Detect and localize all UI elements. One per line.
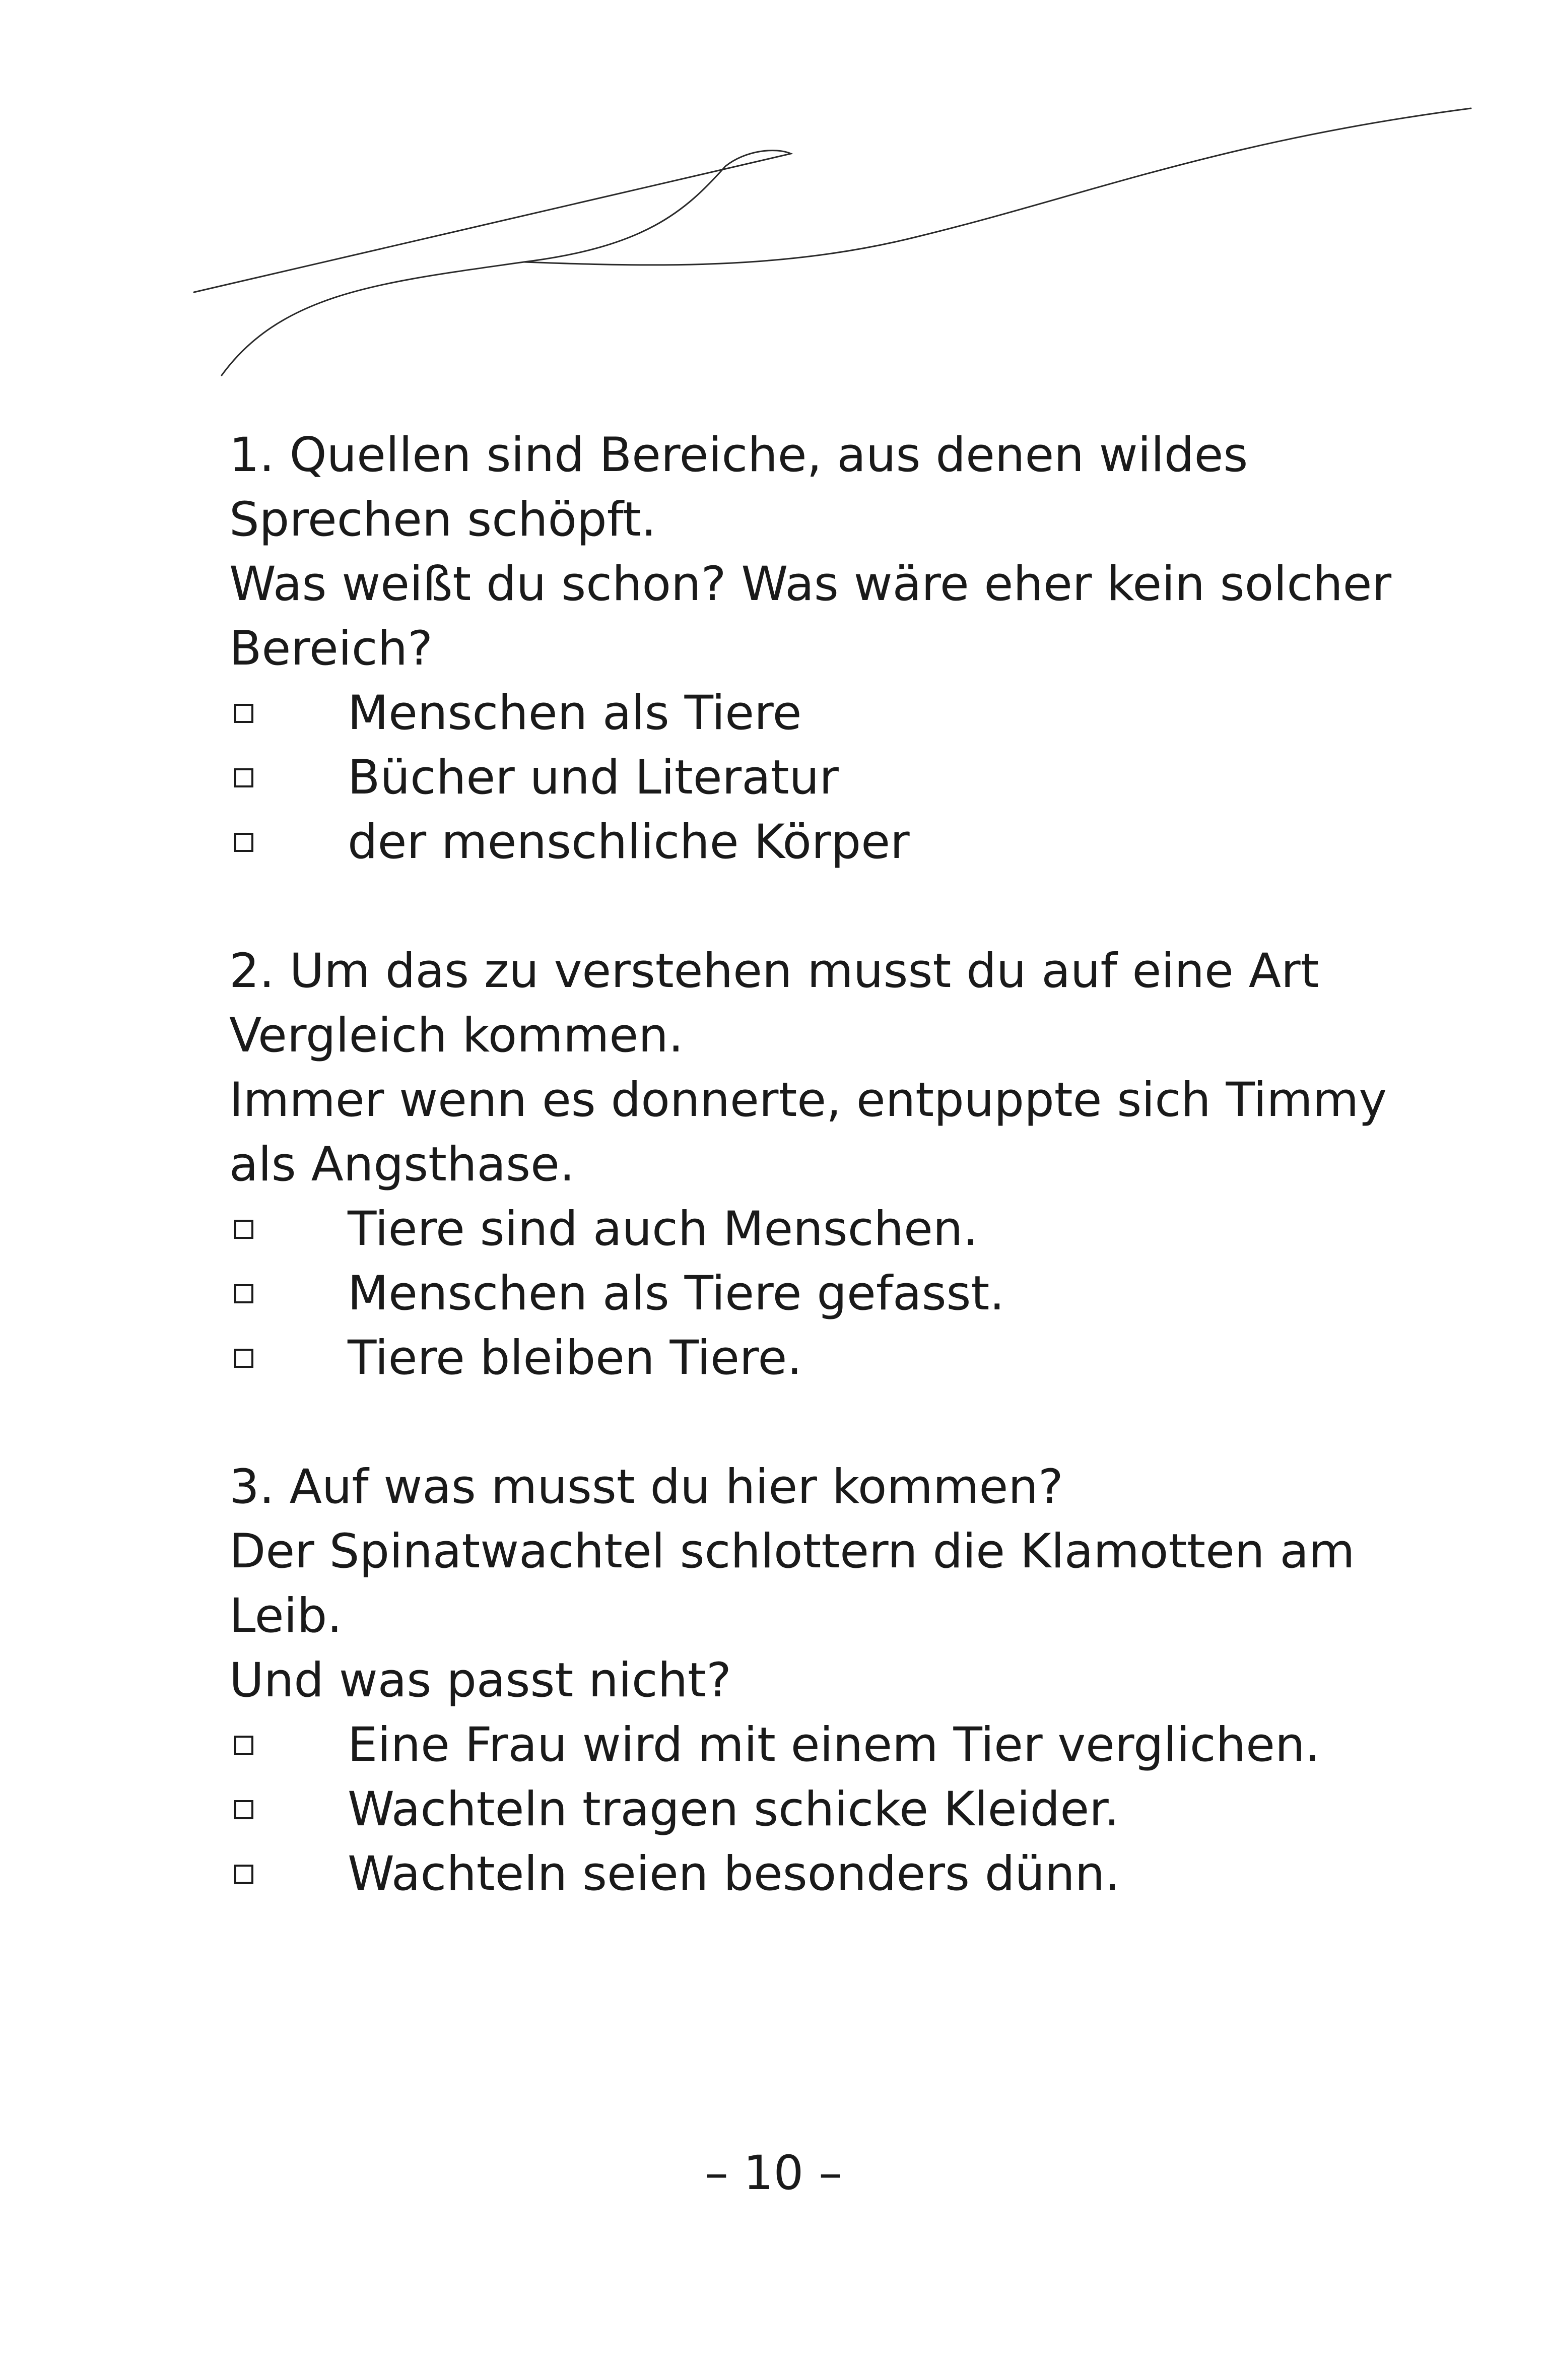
option-label: Wachteln seien besonders dünn. <box>348 1846 1120 1901</box>
checkbox-icon[interactable] <box>234 1736 253 1755</box>
option-label: Eine Frau wird mit einem Tier verglichen. <box>348 1717 1320 1772</box>
question-3-line-4: Und was passt nicht? <box>229 1653 731 1708</box>
question-1-line-1: 1. Quellen sind Bereiche, aus denen wildes <box>229 428 1248 483</box>
question-2 <box>229 939 1388 1391</box>
question-1-line-2: Sprechen schöpft. <box>229 492 656 547</box>
question-3-line-1: 3. Auf was musst du hier kommen? <box>229 1460 1063 1514</box>
question-3 <box>229 1455 1388 1906</box>
option-label: Tiere bleiben Tiere. <box>348 1331 802 1385</box>
checkbox-icon[interactable] <box>234 704 253 723</box>
option-label: Menschen als Tiere <box>348 686 802 741</box>
checkbox-icon[interactable] <box>234 833 253 852</box>
question-2-line-4: als Angsthase. <box>229 1137 575 1192</box>
question-3-line-3: Leib. <box>229 1589 343 1643</box>
question-1-line-3: Was weißt du schon? Was wäre eher kein solcher <box>229 557 1392 612</box>
question-3-option-2[interactable] <box>229 1777 1388 1842</box>
option-label: der menschliche Körper <box>348 815 910 870</box>
question-3-option-3[interactable] <box>229 1842 1388 1906</box>
checkbox-icon[interactable] <box>234 1220 253 1239</box>
page-number: – 10 – <box>704 2146 843 2201</box>
question-1 <box>229 423 1392 875</box>
option-label: Tiere sind auch Menschen. <box>348 1202 978 1257</box>
option-label: Wachteln tragen schicke Kleider. <box>348 1782 1120 1837</box>
checkbox-icon[interactable] <box>234 768 253 787</box>
question-1-line-4: Bereich? <box>229 621 433 676</box>
question-3-option-1[interactable] <box>229 1713 1388 1777</box>
checkbox-icon[interactable] <box>234 1800 253 1819</box>
question-2-option-2[interactable] <box>229 1262 1388 1326</box>
question-2-line-1: 2. Um das zu verstehen musst du auf eine Art <box>229 944 1319 999</box>
worksheet-content <box>229 423 1392 1971</box>
option-label: Bücher und Literatur <box>348 750 839 805</box>
question-1-option-3[interactable] <box>229 810 1388 875</box>
question-1-option-1[interactable] <box>229 681 1388 746</box>
checkbox-icon[interactable] <box>234 1349 253 1368</box>
question-3-line-2: Der Spinatwachtel schlottern die Klamotten am <box>229 1524 1355 1579</box>
option-label: Menschen als Tiere gefasst. <box>348 1266 1005 1321</box>
question-2-option-1[interactable] <box>229 1197 1388 1262</box>
question-2-option-3[interactable] <box>229 1326 1388 1391</box>
question-2-line-3: Immer wenn es donnerte, entpuppte sich Timmy <box>229 1073 1387 1128</box>
question-1-option-2[interactable] <box>229 746 1388 810</box>
checkbox-icon[interactable] <box>234 1284 253 1303</box>
question-2-line-2: Vergleich kommen. <box>229 1008 684 1063</box>
decorative-swash-icon <box>0 0 1547 403</box>
checkbox-icon[interactable] <box>234 1865 253 1884</box>
